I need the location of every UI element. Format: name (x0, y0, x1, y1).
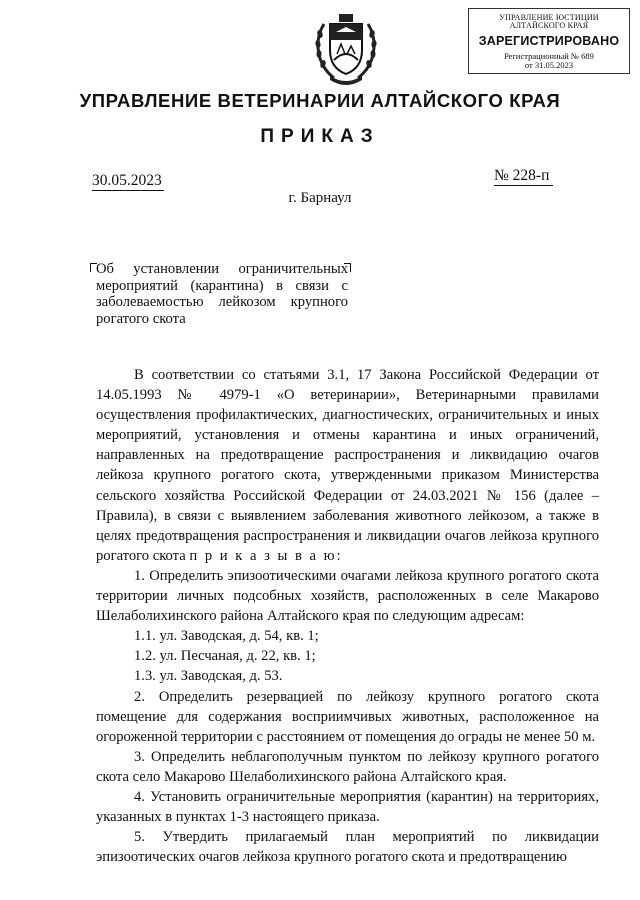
order-date: 30.05.2023 (92, 172, 162, 189)
order-number: № 228-п (494, 167, 553, 186)
item-5: 5. Утвердить прилагаемый план мероприятий по ликвидации эпизоотических очагов лейкоза крупного рогатого скота и предотвращению (96, 829, 599, 866)
item-1-2: 1.2. ул. Песчаная, д. 22, кв. 1; (134, 648, 316, 665)
item-2: 2. Определить резервацией по лейкозу крупного рогатого скота помещение для содержания восприимчивых животных, расположенное на огороженной территории с расстоянием от помещения до ограды не менее 50 м. (96, 688, 599, 745)
stamp-status: ЗАРЕГИСТРИРОВАНО (478, 33, 620, 48)
item-3: 3. Определить неблагополучным пунктом по лейкозу крупного рогатого скота село Макарово Шелаболихинского района Алтайского края. (96, 748, 599, 785)
issue-city: г. Барнаул (288, 190, 352, 206)
item-1-3: 1.3. ул. Заводская, д. 53. (134, 668, 283, 685)
registration-stamp (468, 8, 630, 74)
document-type-title: ПРИКАЗ (260, 126, 380, 147)
order-body (96, 365, 599, 867)
stamp-reg-number: Регистрационный № 689 (504, 50, 594, 61)
order-subject: Об установлении ограничительных мероприятий (карантина) в связи с заболеваемостью лейкозом крупного рогатого скота (96, 261, 348, 327)
stamp-org-line1: УПРАВЛЕНИЕ ЮСТИЦИИ (499, 13, 599, 22)
item-4: 4. Установить ограничительные мероприятия (карантин) на территориях, указанных в пунктах 1-3 настоящего приказа. (96, 788, 599, 826)
order-word: п р и к а з ы в а ю: (189, 547, 343, 564)
stamp-reg-date: от 31.05.2023 (524, 59, 574, 70)
preamble-text: В соответствии со статьями 3.1, 17 Закона Российской Федерации от 14.05.1993 № 4979-1 «О ветеринарии», Ветеринарными правилами осуществления профилактических, диагностических, ограничительных и иных мероприятий, установления и отмены карантина и иных ограничений, направленных на предотвращение распространения и ликвидацию очагов лейкоза крупного рогатого скота, утвержденными приказом Министерства сельского хозяйства Российской Федерации от 24.03.2021 № 156 (далее – Правила), в связи с выявлением заболевания животного лейкозом, а также в целях предотвращения распространения и ликвидации очагов лейкоза крупного рогатого скота (96, 367, 599, 564)
item-1: 1. Определить эпизоотическими очагами лейкоза крупного рогатого скота территории личных подсобных хозяйств, расположенных в селе Макарово Шелаболихинского района Алтайского края по следующим адресам: (96, 567, 599, 625)
organization-title: УПРАВЛЕНИЕ ВЕТЕРИНАРИИ АЛТАЙСКОГО КРАЯ (79, 90, 561, 111)
preamble-paragraph (96, 365, 599, 566)
item-1-1: 1.1. ул. Заводская, д. 54, кв. 1; (134, 628, 319, 645)
altai-krai-coat-of-arms-icon (310, 10, 382, 88)
stamp-org-line2: АЛТАЙСКОГО КРАЯ (509, 21, 589, 31)
